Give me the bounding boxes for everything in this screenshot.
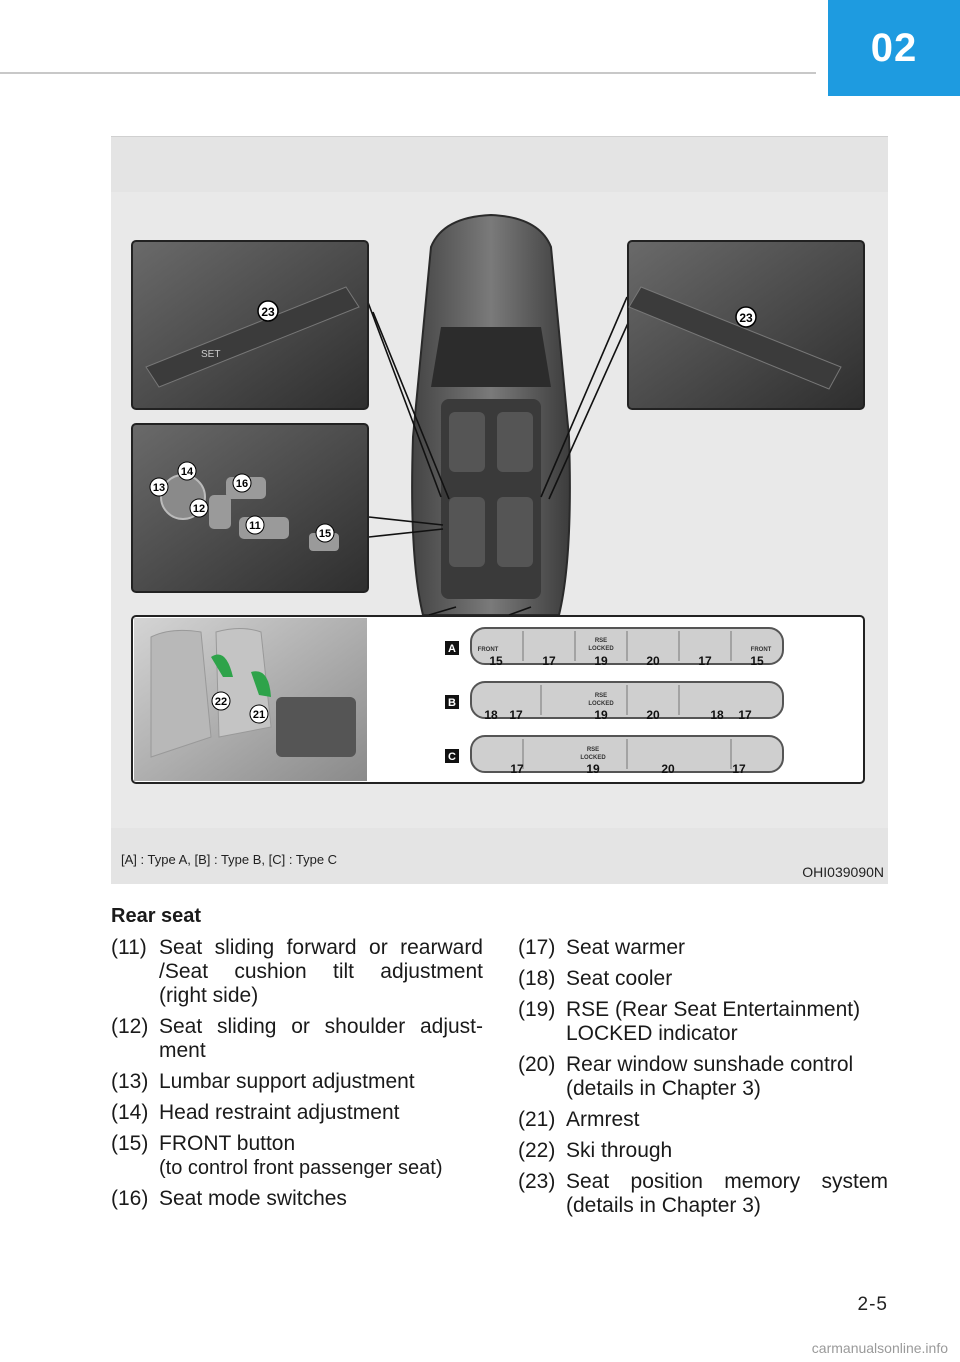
callout-b-20: 20: [646, 708, 660, 722]
button-strip-a: [471, 628, 783, 668]
svg-text:RSE: RSE: [594, 693, 608, 699]
callout-a-17-right: 17: [698, 654, 712, 668]
list-item-22: (22) Ski through: [518, 1139, 673, 1162]
callout-b-17-right: 17: [738, 708, 752, 722]
list-item-20: (20) Rear window sunshade control (details in Chapter 3): [518, 1053, 854, 1100]
list-item-13: (13) Lumbar support adjustment: [111, 1070, 415, 1093]
callout-a-17-left: 17: [542, 654, 556, 668]
callout-11: 11: [249, 520, 261, 532]
list-item-11: (11) Seat sliding forward or rearward /Seat cushion tilt adjustment (right side): [111, 936, 483, 1007]
list-item-16: (16) Seat mode switches: [111, 1187, 347, 1210]
svg-text:LOCKED: LOCKED: [580, 755, 606, 761]
callout-21: 21: [252, 709, 266, 721]
callout-c-17-right: 17: [732, 762, 746, 776]
chapter-tab[interactable]: [828, 0, 960, 96]
list-item-15: (15) FRONT button (to control front passenger seat): [111, 1132, 443, 1179]
callout-15: 15: [318, 528, 332, 540]
type-label-c: C: [448, 751, 456, 763]
list-item-12: (12) Seat sliding or shoulder adjust- ment: [111, 1015, 483, 1062]
callout-14: 14: [180, 466, 194, 478]
list-item-14: (14) Head restraint adjustment: [111, 1101, 400, 1124]
callout-b-17-left: 17: [509, 708, 523, 722]
list-item-21: (21) Armrest: [518, 1108, 640, 1131]
seat-switch-panel: [132, 424, 368, 592]
callout-23-right: 23: [739, 311, 753, 325]
memory-panel-left: [132, 241, 368, 409]
svg-text:LOCKED: LOCKED: [588, 646, 614, 652]
callout-b-18-right: 18: [710, 708, 724, 722]
list-item-18: (18) Seat cooler: [518, 967, 673, 990]
svg-text:FRONT: FRONT: [477, 647, 499, 653]
callout-13: 13: [152, 482, 166, 494]
callout-b-18-left: 18: [484, 708, 498, 722]
watermark[interactable]: carmanualsonline.info: [811, 1340, 948, 1356]
button-strip-b: [471, 682, 783, 722]
left-column: [111, 904, 483, 1218]
list-item-17: (17) Seat warmer: [518, 936, 686, 959]
callout-c-17-left: 17: [510, 762, 524, 776]
callout-16: 16: [235, 478, 249, 490]
callout-23-left: 23: [261, 305, 275, 319]
button-strip-c: [471, 736, 783, 776]
car-top-view: [412, 215, 570, 615]
callout-c-20: 20: [661, 762, 675, 776]
type-label-b: B: [448, 697, 456, 709]
memory-panel-right: [628, 241, 864, 409]
svg-text:FRONT: FRONT: [750, 647, 772, 653]
chapter-number: 02: [870, 25, 918, 70]
figure-illustration: [111, 137, 888, 884]
svg-text:LOCKED: LOCKED: [588, 701, 614, 707]
list-item-19: (19) RSE (Rear Seat Entertainment) LOCKED indicator: [518, 998, 861, 1045]
svg-text:RSE: RSE: [594, 638, 608, 644]
callout-a-15-left: 15: [489, 654, 503, 668]
right-column: [518, 936, 888, 1225]
set-label: SET: [201, 349, 221, 360]
rear-seat-photo: [134, 618, 367, 781]
figure-caption: [A] : Type A, [B] : Type B, [C] : Type C: [121, 852, 338, 867]
callout-12: 12: [192, 503, 206, 515]
list-item-23: (23) Seat position memory system (details in Chapter 3): [518, 1170, 888, 1217]
callout-a-20: 20: [646, 654, 660, 668]
seat-controls-figure: [111, 136, 888, 884]
callout-c-19: 19: [586, 762, 600, 776]
header-rule: [0, 72, 816, 74]
callout-b-19: 19: [594, 708, 608, 722]
callout-22: 22: [214, 696, 228, 708]
callout-a-19: 19: [594, 654, 608, 668]
svg-text:RSE: RSE: [586, 747, 600, 753]
section-title: Rear seat: [111, 905, 202, 927]
page-number: 2-5: [857, 1294, 888, 1315]
type-label-a: A: [448, 643, 456, 655]
callout-a-15-right: 15: [750, 654, 764, 668]
figure-code: OHI039090N: [802, 864, 884, 880]
